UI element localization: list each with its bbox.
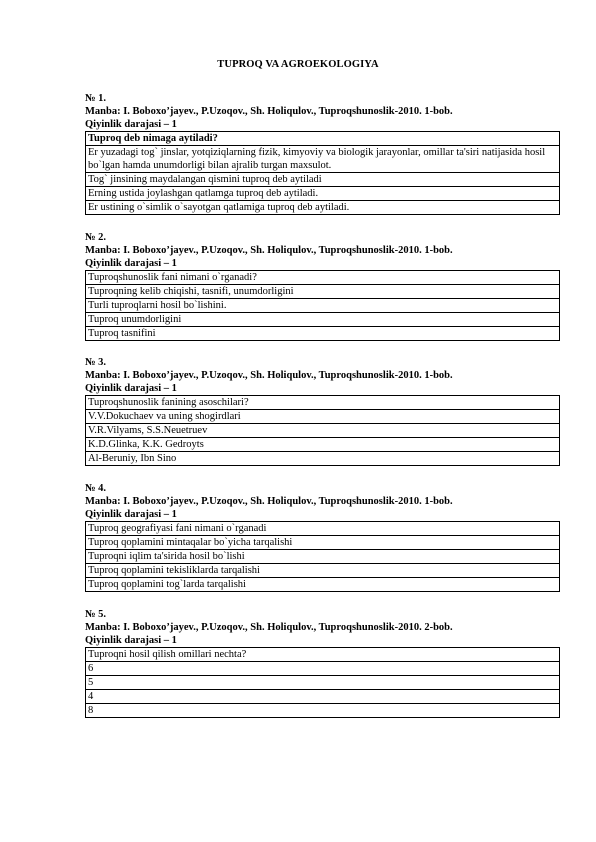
question-text: Tuproqshunoslik fanining asoschilari?	[86, 396, 560, 410]
answer-option: Er yuzadagi tog` jinslar, yotqiziqlarning fizik, kimyoviy va biologik jarayonlar, omillar ta'siri natijasida hosil bo`lgan hamda unumdorligi bilan ajralib turgan maxsulot.	[86, 146, 560, 173]
page-title: TUPROQ VA AGROEKOLOGIYA	[217, 59, 379, 70]
question-table	[85, 270, 560, 341]
question-source: Manba: I. Boboxo’jayev., P.Uzoqov., Sh. Holiqulov., Tuproqshunoslik-2010. 1-bob.	[85, 496, 453, 507]
answer-option: Tuproq qoplamini tog`larda tarqalishi	[86, 578, 560, 592]
answer-option: Tuproqning kelib chiqishi, tasnifi, unumdorligini	[86, 285, 560, 299]
question-block-2	[85, 231, 560, 341]
answer-option: Er ustining o`simlik o`sayotgan qatlamiga tuproq deb aytiladi.	[86, 201, 560, 215]
answer-option: Tog` jinsining maydalangan qismini tuproq deb aytiladi	[86, 173, 560, 187]
question-number: № 5.	[85, 609, 107, 620]
question-block-4	[85, 482, 560, 592]
question-difficulty: Qiyinlik darajasi – 1	[85, 509, 177, 520]
question-text: Tuproqni hosil qilish omillari nechta?	[86, 648, 560, 662]
answer-option: Tuproq tasnifini	[86, 327, 560, 341]
question-table	[85, 131, 560, 215]
question-number: № 2.	[85, 232, 107, 243]
answer-option: Erning ustida joylashgan qatlamga tuproq deb aytiladi.	[86, 187, 560, 201]
question-number: № 3.	[85, 357, 107, 368]
question-difficulty: Qiyinlik darajasi – 1	[85, 635, 177, 646]
question-block-5	[85, 608, 560, 718]
answer-option: Tuproq qoplamini mintaqalar bo`yicha tarqalishi	[86, 536, 560, 550]
answer-option: Tuproq unumdorligini	[86, 313, 560, 327]
question-text: Tuproq deb nimaga aytiladi?	[86, 132, 560, 146]
answer-option: V.R.Vilyams, S.S.Neuetruev	[86, 424, 560, 438]
question-source: Manba: I. Boboxo’jayev., P.Uzoqov., Sh. Holiqulov., Tuproqshunoslik-2010. 2-bob.	[85, 622, 453, 633]
question-block-1	[85, 92, 560, 215]
question-difficulty: Qiyinlik darajasi – 1	[85, 383, 177, 394]
question-source: Manba: I. Boboxo’jayev., P.Uzoqov., Sh. Holiqulov., Tuproqshunoslik-2010. 1-bob.	[85, 106, 453, 117]
question-source: Manba: I. Boboxo’jayev., P.Uzoqov., Sh. Holiqulov., Tuproqshunoslik-2010. 1-bob.	[85, 245, 453, 256]
answer-option: 5	[86, 676, 560, 690]
question-number: № 1.	[85, 93, 107, 104]
answer-option: Tuproq qoplamini tekisliklarda tarqalishi	[86, 564, 560, 578]
question-number: № 4.	[85, 483, 107, 494]
answer-option: V.V.Dokuchaev va uning shogirdlari	[86, 410, 560, 424]
question-block-3	[85, 356, 560, 466]
answer-option: Al-Beruniy, Ibn Sino	[86, 452, 560, 466]
question-table	[85, 395, 560, 466]
question-text: Tuproqshunoslik fani nimani o`rganadi?	[86, 271, 560, 285]
question-source: Manba: I. Boboxo’jayev., P.Uzoqov., Sh. Holiqulov., Tuproqshunoslik-2010. 1-bob.	[85, 370, 453, 381]
question-text: Tuproq geografiyasi fani nimani o`rganadi	[86, 522, 560, 536]
question-difficulty: Qiyinlik darajasi – 1	[85, 258, 177, 269]
answer-option: K.D.Glinka, K.K. Gedroyts	[86, 438, 560, 452]
answer-option: Turli tuproqlarni hosil bo`lishini.	[86, 299, 560, 313]
question-difficulty: Qiyinlik darajasi – 1	[85, 119, 177, 130]
answer-option: 4	[86, 690, 560, 704]
answer-option: 8	[86, 704, 560, 718]
answer-option: 6	[86, 662, 560, 676]
question-table	[85, 647, 560, 718]
question-table	[85, 521, 560, 592]
answer-option: Tuproqni iqlim ta'sirida hosil bo`lishi	[86, 550, 560, 564]
